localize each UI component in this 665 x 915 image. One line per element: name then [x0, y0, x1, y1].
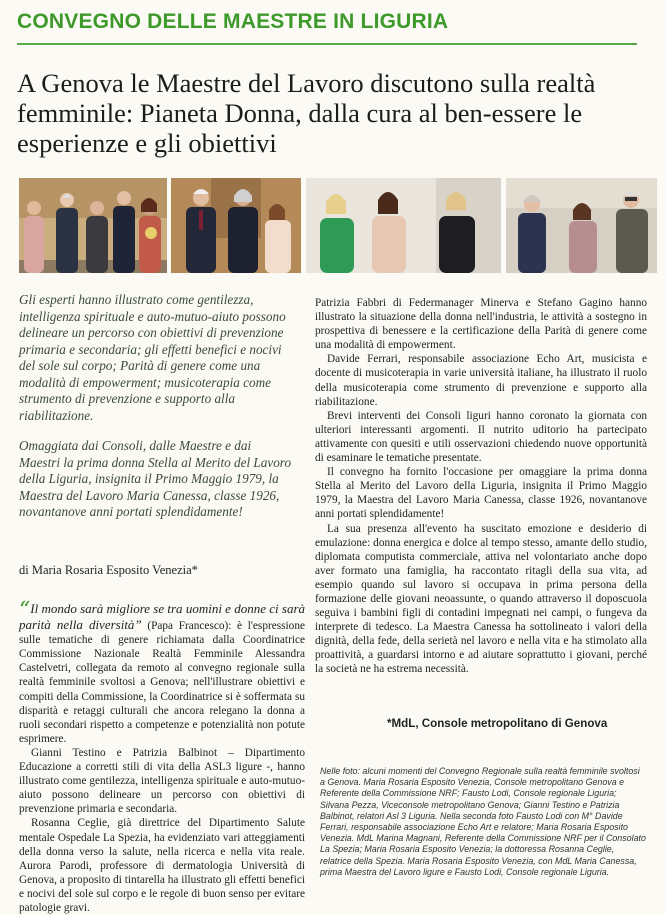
body-right-column	[315, 296, 647, 677]
quote-text: Il mondo sarà migliore se tra uomini e donne ci sarà parità nella diversità	[19, 601, 305, 633]
author-signature: *MdL, Console metropolitano di Genova	[387, 717, 608, 730]
byline: di Maria Rosaria Esposito Venezia*	[19, 563, 198, 577]
close-quote-mark: ”	[134, 617, 142, 633]
photo-strip	[19, 178, 657, 273]
headline: A Genova le Maestre del Lavoro discutono sulla realtà femminile: Pianeta Donna, dalla cura al ben-essere le esperienze e gli obiettivi	[17, 68, 596, 158]
group-photo-1	[19, 178, 167, 273]
intro-paragraph: Omaggiata dai Consoli, dalle Maestre e dai Maestri la prima donna Stella al Merito del Lavoro della Liguria, insignita il Primo Maggio 1979, la Maestra del Lavoro Maria Canessa, classe 1926, novantanove anni portati splendidamente!	[19, 438, 292, 519]
group-photo-3	[306, 178, 501, 273]
opening-paragraph	[19, 598, 305, 746]
group-photo-2	[171, 178, 301, 273]
section-title: CONVEGNO DELLE MAESTRE IN LIGURIA	[17, 10, 449, 33]
body-paragraph: Patrizia Fabbri di Federmanager Minerva e Stefano Gagino hanno illustrato la situazione della donna nell'industria, le attività a sostegno in prospettiva di benessere e la certificazione della Parità di genere come una modalità di empowerment.	[315, 297, 647, 352]
intro-paragraph: Gli esperti hanno illustrato come gentilezza, intelligenza spirituale e auto-mutuo-aiuto possono delineare un percorso con obiettivi di prevenzione primaria e secondaria; gli effetti benefici e nocivi del sole sul corpo; Parità di genere come una modalità di empowerment; musicoterapia come strumento di prevenzione e supporto alla riabilitazione.	[19, 292, 286, 423]
body-paragraph: Brevi interventi dei Consoli liguri hanno coronato la giornata con ulteriori interessanti argomenti. Il nutrito uditorio ha partecipato attivamente con quesiti e utili osservazioni chiedendo nuove opportunità di esaminare le tematiche presentate.	[315, 409, 647, 465]
section-rule	[17, 43, 637, 45]
body-left-column	[19, 598, 305, 915]
body-paragraph: Il convegno ha fornito l'occasione per omaggiare la prima donna Stella al Merito del Lavoro della Liguria, insignita il Primo Maggio 1979, la Maestra del Lavoro Maria Canessa, classe 1926, novantanove anni portati splendidamente!	[315, 466, 647, 521]
group-photo-4	[506, 178, 657, 273]
open-quote-mark: “	[19, 598, 31, 623]
body-paragraph: La sua presenza all'evento ha suscitato emozione e desiderio di emulazione: donna energica e dolce al tempo stesso, amante dello studio, diplomata computista commerciale, attiva nel volontariato anche dopo aver formato una famiglia, ha raccontato ritagli della sua vita, ad esempio quando sul lavoro si occupava in prima persona della formazione delle giovani neoassunte, o quando attraverso il doposcuola seguiva i bambini figli di contadini impegnati nei campi, o fungeva da interprete di tedesco. La Maestra Canessa ha sottolineato i valori della dignità, della fede, della serietà nel lavoro e nella vita e ha stimolato alla proattività, a guardarsi intorno e ad aiutare soprattutto i giovani, perché la società ne ha estrema necessità.	[315, 522, 647, 676]
body-paragraph: Rosanna Ceglie, già direttrice del Dipartimento Salute mentale Ospedale La Spezia, ha evidenziato vari atteggiamenti della donna verso la salute, nella ricerca e nella vita reale. Aurora Parodi, professore di dermatologia Università di Genova, a proposito di tintarella ha illustrato gli effetti benefici e nocivi del sole sul corpo e le regole di buon senso per evitare patologie gravi.	[19, 817, 305, 914]
quote-after: (Papa Francesco): è l'espressione sulle tematiche di genere richiamata dalla Coordinatrice Commissione Nazionale Realtà Femminile Alessandra Castelvetri, collegata da remoto al convegno regionale sulla realtà femminile svoltosi a Genova; nell'illustrare obiettivi e compiti della Commissione, la Coordinatrice si è soffermata su disparità e retaggi culturali che ancora relegano la donna a ruoli secondari rispetto a competenze e potenzialità non potute esprimere.	[19, 620, 305, 745]
body-paragraph: Davide Ferrari, responsabile associazione Echo Art, musicista e docente di musicoterapia in varie università italiane, ha illustrato il ruolo della musicoterapia come strumento di prevenzione e supporto alla riabilitazione.	[315, 353, 647, 408]
body-paragraph: Gianni Testino e Patrizia Balbinot – Dipartimento Educazione a corretti stili di vita della ASL3 ligure -, hanno illustrato come gentilezza, intelligenza spirituale e auto-mutuo-aiuto possono delineare un percorso con obiettivi di prevenzione primaria e secondaria.	[19, 746, 305, 816]
intro-column	[19, 292, 294, 535]
photo-caption: Nelle foto: alcuni momenti del Convegno Regionale sulla realtà femminile svoltosi a Genova. Maria Rosaria Esposito Venezia, Console metropolitano Genova e Referente della Commissione NRF; Fausto Lodi, Console regionale Liguria; Silvana Pezza, Viceconsole metropolitano Genova; Gianni Testino e Patrizia Balbinot, relatori Asl 3 Liguria. Nella seconda foto Fausto Lodi con M° Davide Ferrari, responsabile associazione Echo Art e relatore; Maria Rosaria Esposito Venezia. MdL Marina Magnani, Referente della Commissione NRF per il Consolato La Spezia; Maria Rosaria Esposito Venezia; la dottoressa Rosanna Ceglie, relatrice della Spezia. Maria Rosaria Esposito Venezia, con MdL Maria Canessa, prima Maestra del Lavoro ligure e Fausto Lodi, Console regionale Liguria.	[320, 766, 646, 877]
